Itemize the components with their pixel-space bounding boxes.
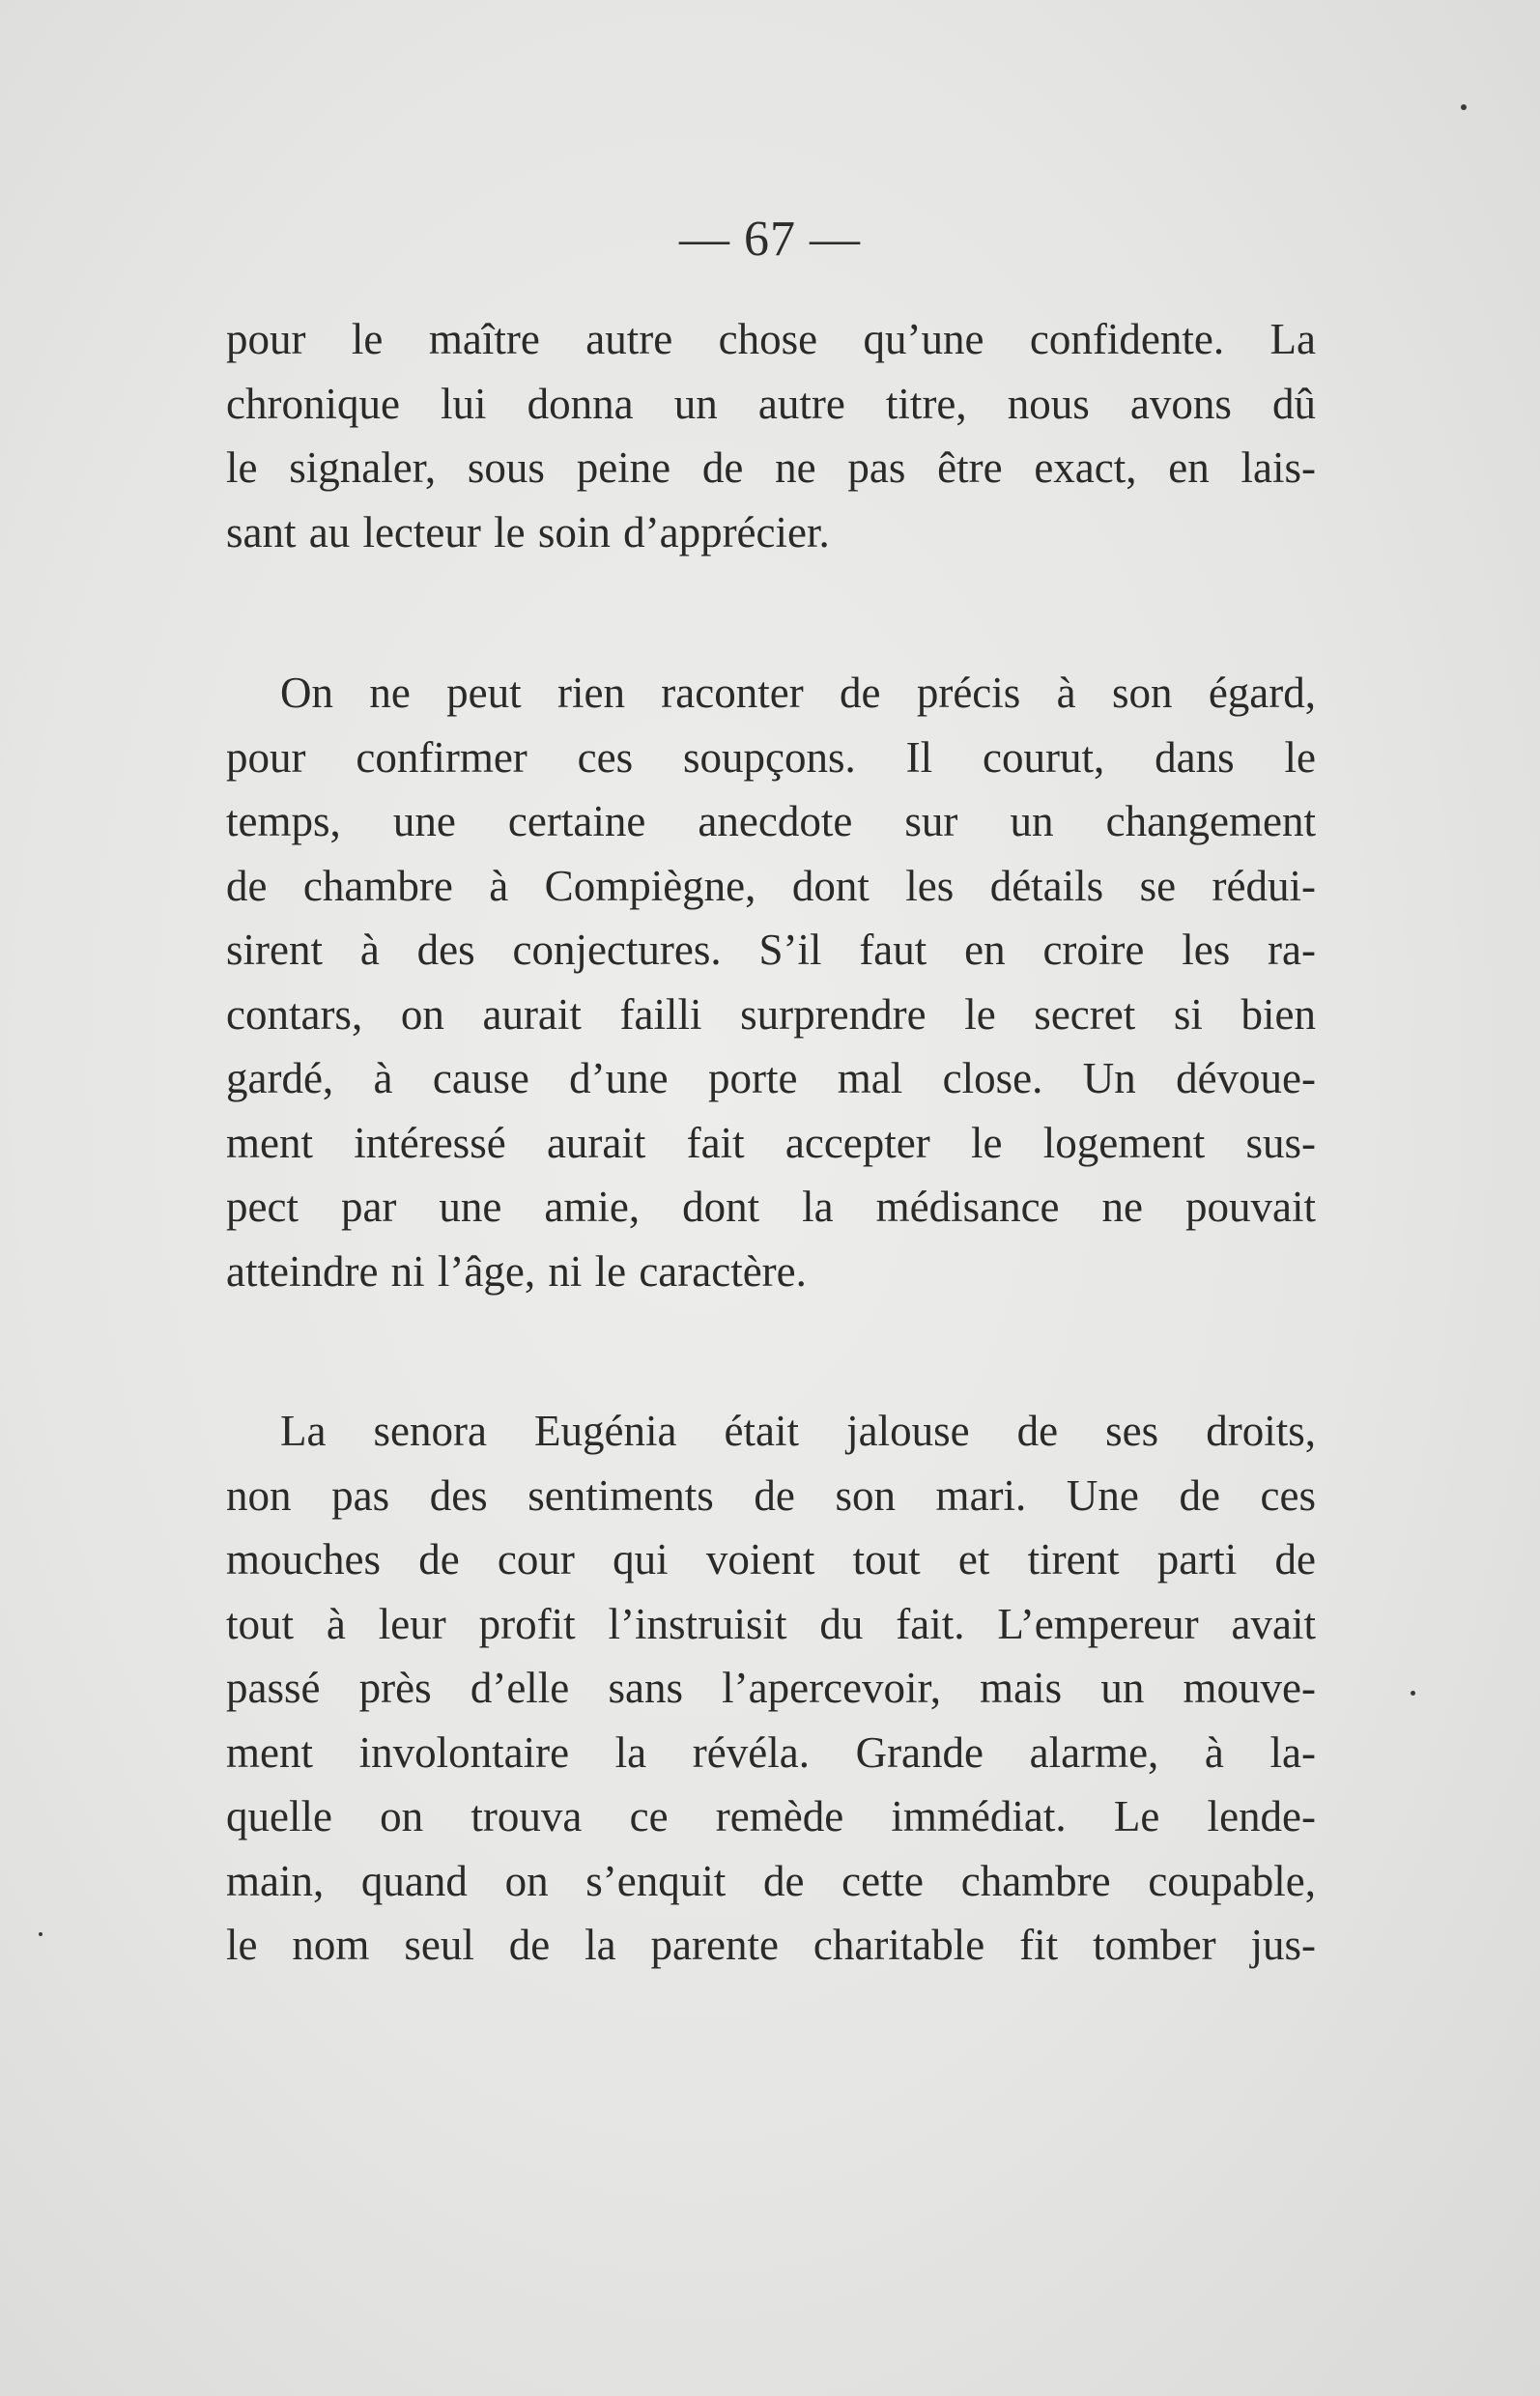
text-line: tout à leur profit l’instruisit du fait. L’empereur avait bbox=[226, 1599, 1316, 1648]
text-line: chronique lui donna un autre titre, nous avons dû bbox=[226, 379, 1316, 428]
text-line: contars, on aurait failli surprendre le secret si bien bbox=[226, 989, 1316, 1039]
paragraph-1 bbox=[226, 307, 1316, 564]
text-line: le nom seul de la parente charitable fit tomber jus- bbox=[226, 1921, 1316, 1969]
text-line: ment intéressé aurait fait accepter le logement sus- bbox=[226, 1118, 1316, 1167]
text-line: de chambre à Compiègne, dont les détails se rédui- bbox=[226, 861, 1316, 910]
text-line: non pas des sentiments de son mari. Une de ces bbox=[226, 1470, 1316, 1520]
text-line: sirent à des conjectures. S’il faut en croire les ra- bbox=[226, 926, 1316, 974]
page-number: — 67 — bbox=[679, 212, 861, 267]
paragraph-2 bbox=[226, 661, 1316, 1303]
text-line: pect par une amie, dont la médisance ne pouvait bbox=[226, 1183, 1316, 1231]
text-line: main, quand on s’enquit de cette chambre coupable, bbox=[226, 1856, 1316, 1905]
text-line: le signaler, sous peine de ne pas être exact, en lais- bbox=[226, 443, 1316, 492]
paper-speck bbox=[39, 1932, 43, 1936]
paper-speck bbox=[1461, 104, 1467, 110]
text-line: ment involontaire la révéla. Grande alarme, à la- bbox=[226, 1727, 1316, 1777]
text-line: quelle on trouva ce remède immédiat. Le lende- bbox=[226, 1792, 1316, 1840]
text-line: passé près d’elle sans l’apercevoir, mais un mouve- bbox=[226, 1664, 1316, 1712]
paragraph-3 bbox=[226, 1399, 1316, 1978]
text-line: On ne peut rien raconter de précis à son égard, bbox=[280, 669, 1316, 717]
text-line: mouches de cour qui voient tout et tirent parti de bbox=[226, 1535, 1316, 1583]
text-line: temps, une certaine anecdote sur un changement bbox=[226, 797, 1316, 845]
text-line: La senora Eugénia était jalouse de ses droits, bbox=[280, 1407, 1316, 1455]
paper-speck bbox=[1411, 1691, 1415, 1696]
text-line: atteindre ni l’âge, ni le caractère. bbox=[226, 1246, 807, 1296]
text-line: sant au lecteur le soin d’apprécier. bbox=[226, 507, 830, 556]
text-line: pour le maître autre chose qu’une confidente. La bbox=[226, 315, 1316, 363]
text-line: pour confirmer ces soupçons. Il courut, dans le bbox=[226, 732, 1316, 782]
text-line: gardé, à cause d’une porte mal close. Un dévoue- bbox=[226, 1054, 1316, 1102]
